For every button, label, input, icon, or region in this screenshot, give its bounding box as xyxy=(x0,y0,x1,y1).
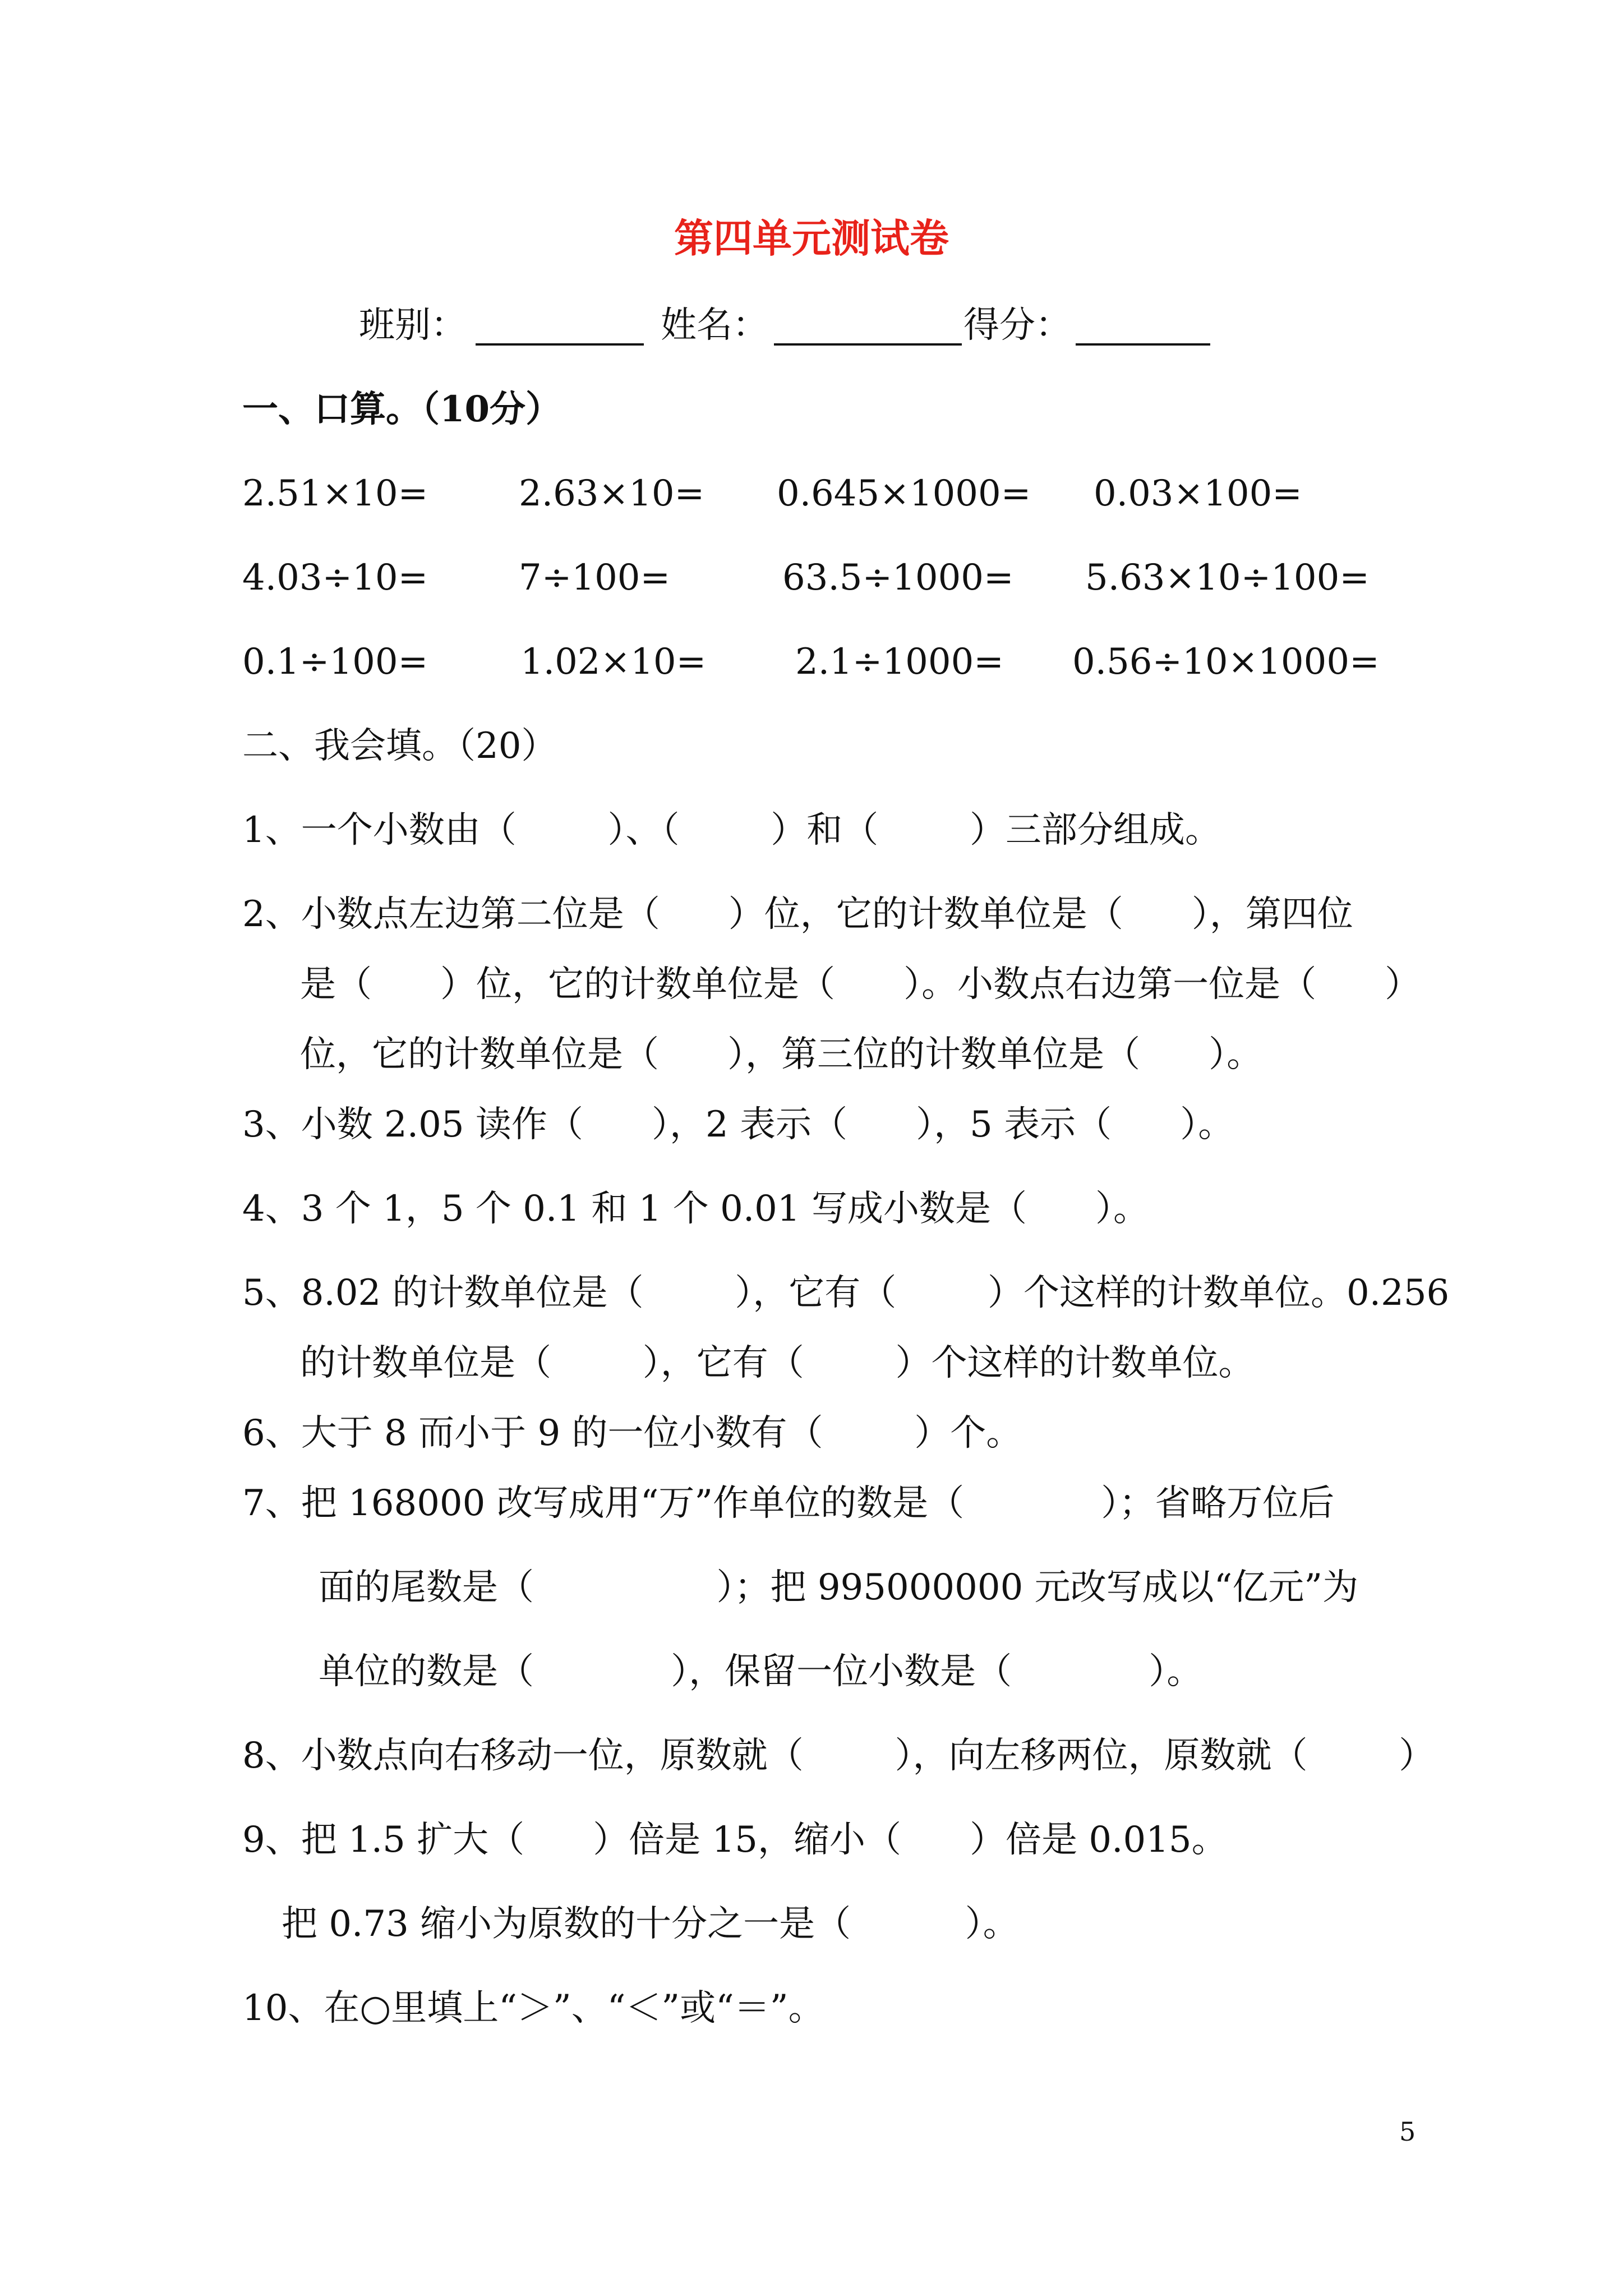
calc-item: 1.02×10= xyxy=(520,641,707,683)
question-5-line1: 5、8.02 的计数单位是（ ），它有（ ）个这样的计数单位。0.256 xyxy=(242,1272,1450,1314)
question-6: 6、大于 8 而小于 9 的一位小数有（ ）个。 xyxy=(242,1412,1022,1454)
question-7-line1: 7、把 168000 改写成用“万”作单位的数是（ ）；省略万位后 xyxy=(242,1483,1335,1524)
name-blank[interactable] xyxy=(774,343,962,346)
exam-title: 第四单元测试卷 xyxy=(674,215,949,261)
name-label: 姓名： xyxy=(661,305,768,346)
question-8: 8、小数点向右移动一位，原数就（ ），向左移两位，原数就（ ） xyxy=(242,1735,1435,1777)
calc-item: 2.1÷1000= xyxy=(795,641,1004,683)
calc-item: 0.1÷100= xyxy=(242,641,428,683)
question-10: 10、在○里填上“＞”、“＜”或“＝”。 xyxy=(242,1987,824,2029)
class-label: 班别： xyxy=(359,305,467,346)
score-label: 得分： xyxy=(963,305,1071,346)
calc-item: 2.51×10= xyxy=(242,473,428,514)
calc-item: 7÷100= xyxy=(519,557,671,599)
calc-item: 4.03÷10= xyxy=(242,557,428,599)
calc-item: 0.645×1000= xyxy=(777,473,1031,514)
section2-heading: 二、我会填。（20） xyxy=(242,725,557,767)
calc-item: 63.5÷1000= xyxy=(782,557,1014,599)
question-9-line1: 9、把 1.5 扩大（ ）倍是 15，缩小（ ）倍是 0.015。 xyxy=(242,1819,1228,1861)
class-blank[interactable] xyxy=(476,343,644,346)
calc-item: 0.03×100= xyxy=(1094,473,1302,514)
question-7-line3: 单位的数是（ ），保留一位小数是（ ）。 xyxy=(319,1651,1203,1692)
question-2-line2: 是（ ）位，它的计数单位是（ ）。小数点右边第一位是（ ） xyxy=(300,964,1421,1005)
question-2-line3: 位，它的计数单位是（ ），第三位的计数单位是（ ）。 xyxy=(300,1034,1263,1075)
question-9-line2: 把 0.73 缩小为原数的十分之一是（ ）。 xyxy=(282,1903,1019,1945)
calc-item: 0.56÷10×1000= xyxy=(1072,641,1380,683)
question-2-line1: 2、小数点左边第二位是（ ）位，它的计数单位是（ ），第四位 xyxy=(242,894,1353,935)
question-1: 1、一个小数由（ ）、（ ）和（ ）三部分组成。 xyxy=(242,809,1221,851)
question-5-line2: 的计数单位是（ ），它有（ ）个这样的计数单位。 xyxy=(300,1342,1255,1384)
section1-heading: 一、口算。（10分） xyxy=(242,388,562,430)
question-7-line2: 面的尾数是（ ）；把 995000000 元改写成以“亿元”为 xyxy=(319,1567,1359,1608)
question-4: 4、3 个 1，5 个 0.1 和 1 个 0.01 写成小数是（ ）。 xyxy=(242,1188,1150,1230)
question-3: 3、小数 2.05 读作（ ），2 表示（ ），5 表示（ ）。 xyxy=(242,1104,1234,1145)
calc-item: 2.63×10= xyxy=(519,473,705,514)
page-number: 5 xyxy=(1399,2116,1416,2147)
score-blank[interactable] xyxy=(1076,343,1210,346)
calc-item: 5.63×10÷100= xyxy=(1085,557,1370,599)
